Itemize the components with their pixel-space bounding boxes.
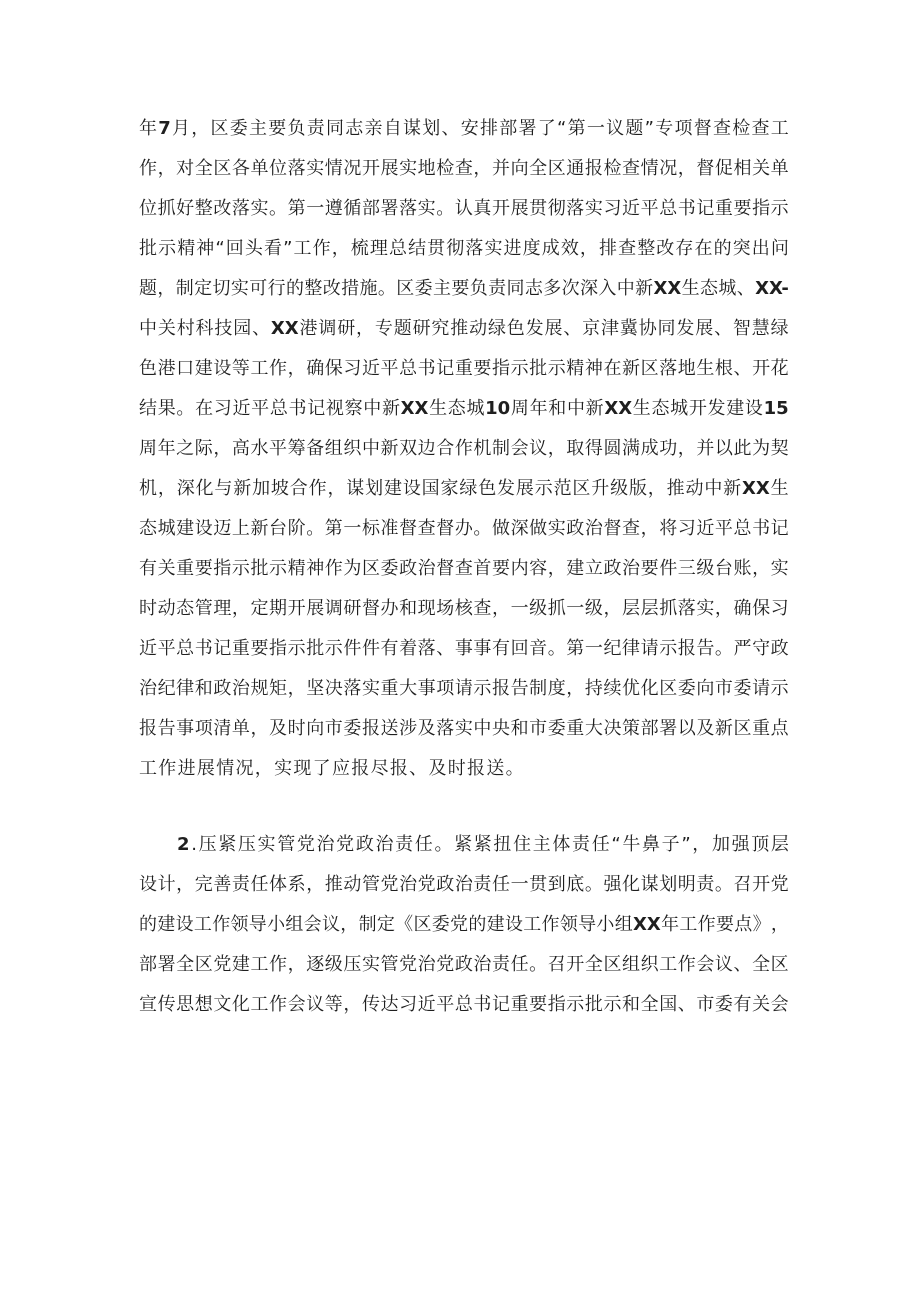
- paragraph1-line: 年 7 月 ， 区 委 主 要 负 责 同 志 亲 自 谋 划 、 安 排 部 署 了 “ 第 一 议 题 ” 专 项 督 查 检 查 工: [139, 118, 789, 139]
- paragraph1-line: 机 ， 深 化 与 新 加 坡 合 作 ， 谋 划 建 设 国 家 绿 色 发 展 示 范 区 升 级 版 ， 推 动 中 新 XX 生: [139, 478, 789, 499]
- paragraph1-line: 题 ， 制 定 切 实 可 行 的 整 改 措 施 。 区 委 主 要 负 责 同 志 多 次 深 入 中 新 XX 生 态 城 、 XX-: [139, 278, 789, 299]
- paragraph1-line: 作 ， 对 全 区 各 单 位 落 实 情 况 开 展 实 地 检 查 ， 并 向 全 区 通 报 检 查 情 况 ， 督 促 相 关 单: [139, 158, 789, 179]
- paragraph1-line: 态 城 建 设 迈 上 新 台 阶 。 第 一 标 准 督 查 督 办 。 做 深 做 实 政 治 督 查 ， 将 习 近 平 总 书 记: [139, 518, 789, 539]
- paragraph-1: [139, 109, 789, 789]
- paragraph1-line: 近 平 总 书 记 重 要 指 示 批 示 件 件 有 着 落 、 事 事 有 回 音 。 第 一 纪 律 请 示 报 告 。 严 守 政: [139, 638, 789, 659]
- paragraph1-line: 有 关 重 要 指 示 批 示 精 神 作 为 区 委 政 治 督 查 首 要 内 容 ， 建 立 政 治 要 件 三 级 台 账 ， 实: [139, 558, 789, 579]
- paragraph1-line: 批 示 精 神 “ 回 头 看 ” 工 作 ， 梳 理 总 结 贯 彻 落 实 进 度 成 效 ， 排 查 整 改 存 在 的 突 出 问: [139, 238, 789, 259]
- paragraph2-line: 的 建 设 工 作 领 导 小 组 会 议 ， 制 定 《 区 委 党 的 建 设 工 作 领 导 小 组 XX 年 工 作 要 点 》 ，: [139, 914, 789, 935]
- paragraph1-line: 工 作 进 展 情 况 ， 实 现 了 应 报 尽 报 、 及 时 报 送 。: [139, 758, 524, 779]
- paragraph1-line: 报 告 事 项 清 单 ， 及 时 向 市 委 报 送 涉 及 落 实 中 央 和 市 委 重 大 决 策 部 署 以 及 新 区 重 点: [139, 718, 789, 739]
- paragraph1-line: 中 关 村 科 技 园 、 XX 港 调 研 ， 专 题 研 究 推 动 绿 色 发 展 、 京 津 冀 协 同 发 展 、 智 慧 绿: [139, 318, 789, 339]
- paragraph2-line: 2 . 压 紧 压 实 管 党 治 党 政 治 责 任 。 紧 紧 扭 住 主 体 责 任 “ 牛 鼻 子 ” ， 加 强 顶 层: [177, 834, 789, 855]
- paragraph1-line: 结 果 。 在 习 近 平 总 书 记 视 察 中 新 XX 生 态 城 10 周 年 和 中 新 XX 生 态 城 开 发 建 设 15: [139, 398, 789, 419]
- paragraph2-line: 部 署 全 区 党 建 工 作 ， 逐 级 压 实 管 党 治 党 政 治 责 任 。 召 开 全 区 组 织 工 作 会 议 、 全 区: [139, 954, 789, 975]
- paragraph1-line: 周 年 之 际 ， 高 水 平 筹 备 组 织 中 新 双 边 合 作 机 制 会 议 ， 取 得 圆 满 成 功 ， 并 以 此 为 契: [139, 438, 789, 459]
- paragraph1-line: 时 动 态 管 理 ， 定 期 开 展 调 研 督 办 和 现 场 核 查 ， 一 级 抓 一 级 ， 层 层 抓 落 实 ， 确 保 习: [139, 598, 789, 619]
- paragraph1-line: 色 港 口 建 设 等 工 作 ， 确 保 习 近 平 总 书 记 重 要 指 示 批 示 精 神 在 新 区 落 地 生 根 、 开 花: [139, 358, 789, 379]
- paragraph1-line: 位 抓 好 整 改 落 实 。 第 一 遵 循 部 署 落 实 。 认 真 开 展 贯 彻 落 实 习 近 平 总 书 记 重 要 指 示: [139, 198, 789, 219]
- paragraph-2: [139, 825, 789, 1025]
- paragraph1-line: 治 纪 律 和 政 治 规 矩 ， 坚 决 落 实 重 大 事 项 请 示 报 告 制 度 ， 持 续 优 化 区 委 向 市 委 请 示: [139, 678, 789, 699]
- paragraph2-line: 设 计 ， 完 善 责 任 体 系 ， 推 动 管 党 治 党 政 治 责 任 一 贯 到 底 。 强 化 谋 划 明 责 。 召 开 党: [139, 874, 789, 895]
- paragraph2-line: 宣 传 思 想 文 化 工 作 会 议 等 ， 传 达 习 近 平 总 书 记 重 要 指 示 批 示 和 全 国 、 市 委 有 关 会: [139, 994, 789, 1015]
